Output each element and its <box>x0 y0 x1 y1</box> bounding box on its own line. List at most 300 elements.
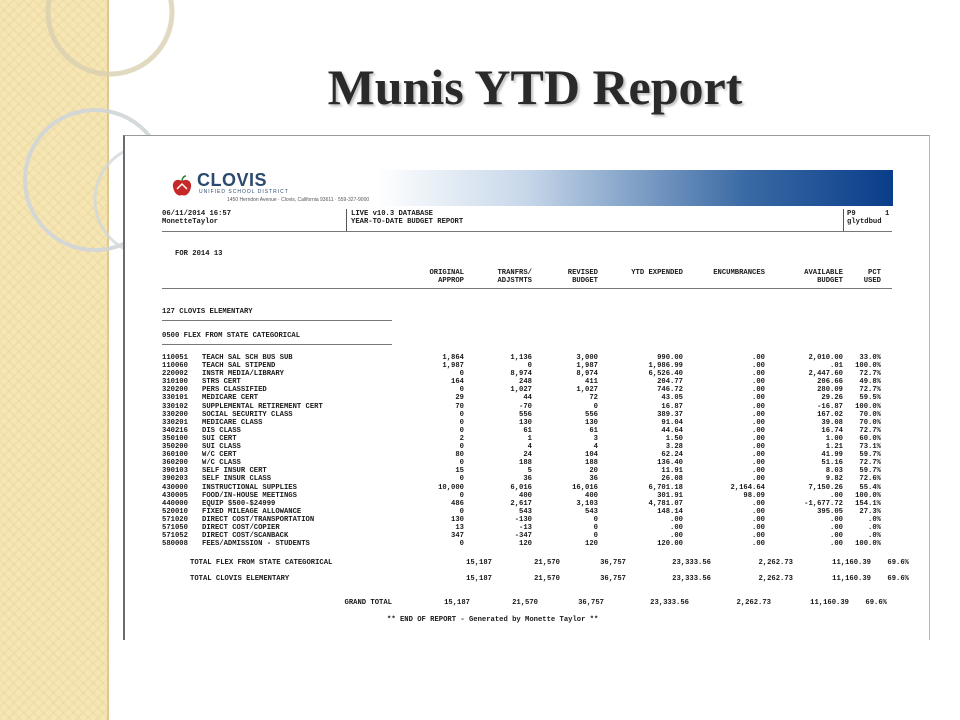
table-cell: 16.87 <box>661 402 683 411</box>
table-cell: 49.8% <box>859 378 881 387</box>
slide-title: Munis YTD Report <box>327 59 743 115</box>
table-cell: .00 <box>752 443 765 452</box>
table-cell: 0 <box>593 515 598 524</box>
total-value: 15,187 <box>466 558 492 567</box>
table-cell: 330200 <box>162 410 188 419</box>
org-rule <box>162 320 392 321</box>
table-row <box>162 394 881 402</box>
table-cell: 188 <box>519 459 532 468</box>
report-program: glytdbud <box>847 218 882 226</box>
column-header-rule <box>162 288 892 289</box>
table-cell: DIRECT COST/TRANSPORTATION <box>202 515 315 524</box>
table-cell: .00 <box>752 354 765 362</box>
table-cell: 1,136 <box>510 354 532 362</box>
table-row <box>162 475 881 483</box>
table-cell: 520010 <box>162 507 188 516</box>
table-cell: DIRECT COST/SCANBACK <box>202 532 289 541</box>
table-cell: MEDICARE CERT <box>202 394 259 403</box>
table-cell: .00 <box>752 370 765 379</box>
table-cell: 2,164.64 <box>730 483 765 492</box>
table-cell: 486 <box>451 499 464 508</box>
table-cell: 120 <box>519 540 532 549</box>
table-cell: 280.09 <box>817 386 843 395</box>
table-cell: 6,701.18 <box>648 483 683 492</box>
table-cell: 73.1% <box>859 443 881 452</box>
table-cell: .00 <box>752 394 765 403</box>
total-value: 69.6% <box>887 558 909 567</box>
table-row <box>162 524 881 532</box>
table-cell: 310100 <box>162 378 188 387</box>
table-cell: 1,864 <box>442 354 464 362</box>
table-cell: .01 <box>830 362 843 371</box>
table-cell: .00 <box>670 515 683 524</box>
table-cell: .00 <box>830 491 843 500</box>
table-cell: 27.3% <box>859 507 881 516</box>
table-cell: SUI CERT <box>202 434 237 443</box>
total-row <box>162 574 909 583</box>
table-cell: 7,150.26 <box>808 483 843 492</box>
col-revised-budget: REVISED BUDGET <box>567 269 598 285</box>
table-row <box>162 492 881 500</box>
total-value: 23,333.56 <box>650 598 689 607</box>
table-cell: 55.4% <box>859 483 881 492</box>
table-cell: 0 <box>459 443 464 452</box>
table-cell: -13 <box>519 523 532 532</box>
table-cell: 2,010.00 <box>808 354 843 362</box>
table-cell: SUI CLASS <box>202 443 241 452</box>
total-value: 21,570 <box>512 598 538 607</box>
table-cell: .00 <box>752 362 765 371</box>
table-cell: 0 <box>459 540 464 549</box>
table-cell: 100.0% <box>855 362 881 371</box>
report-page-number: 1 <box>885 210 890 218</box>
table-cell: 1,027 <box>510 386 532 395</box>
table-cell: DIS CLASS <box>202 426 241 435</box>
table-cell: 0 <box>459 475 464 484</box>
table-cell: 10,000 <box>438 483 464 492</box>
col-available-budget: AVAILABLE BUDGET <box>804 269 843 285</box>
table-cell: 100.0% <box>855 540 881 549</box>
total-value: 23,333.56 <box>672 558 711 567</box>
table-cell: 571050 <box>162 523 188 532</box>
table-cell: 430000 <box>162 483 188 492</box>
table-cell: SOCIAL SECURITY CLASS <box>202 410 293 419</box>
table-cell: 330101 <box>162 394 188 403</box>
table-cell: MEDICARE CLASS <box>202 418 263 427</box>
total-value: 36,757 <box>600 574 626 583</box>
table-cell: 340216 <box>162 426 188 435</box>
table-cell: 29 <box>455 394 464 403</box>
table-cell: 120.00 <box>657 540 683 549</box>
table-row <box>162 540 881 548</box>
clovis-apple-logo-icon <box>171 175 193 199</box>
report-footer: ** END OF REPORT - Generated by Monette Taylor ** <box>387 616 599 624</box>
table-cell: 72.7% <box>859 426 881 435</box>
table-cell: .00 <box>752 402 765 411</box>
table-cell: 556 <box>585 410 598 419</box>
table-cell: 9.82 <box>825 475 843 484</box>
table-cell: FEES/ADMISSION - STUDENTS <box>202 540 310 549</box>
total-row <box>162 598 887 607</box>
grand-totals-table <box>162 598 887 607</box>
total-value: 2,262.73 <box>758 574 793 583</box>
table-cell: 543 <box>519 507 532 516</box>
table-cell: 167.02 <box>817 410 843 419</box>
table-cell: 29.26 <box>821 394 843 403</box>
report-image <box>123 135 930 640</box>
table-cell: 8.03 <box>825 467 843 476</box>
total-value: 11,160.39 <box>832 574 871 583</box>
table-cell: 72.7% <box>859 386 881 395</box>
table-cell: 320200 <box>162 386 188 395</box>
table-cell: 400 <box>519 491 532 500</box>
col-transfers-adjustments: TRANFRS/ ADJSTMTS <box>497 269 532 285</box>
table-cell: 15 <box>455 467 464 476</box>
report-period: FOR 2014 13 <box>175 250 223 258</box>
clovis-address: 1450 Herndon Avenue · Clovis, California 93611 · 559-327-9000 <box>227 197 370 203</box>
table-cell: 39.08 <box>821 418 843 427</box>
table-cell: 571052 <box>162 532 188 541</box>
table-cell: .0% <box>868 532 881 541</box>
table-cell: 543 <box>585 507 598 516</box>
table-cell: .0% <box>868 515 881 524</box>
table-cell: 98.09 <box>743 491 765 500</box>
table-cell: .00 <box>752 434 765 443</box>
total-value: 21,570 <box>534 558 560 567</box>
table-cell: 70 <box>455 402 464 411</box>
table-cell: TEACH SAL SCH BUS SUB <box>202 354 293 362</box>
table-row <box>162 484 881 492</box>
total-value: 69.6% <box>887 574 909 583</box>
table-cell: 72.6% <box>859 475 881 484</box>
table-cell: DIRECT COST/COPIER <box>202 523 280 532</box>
table-cell: 4,781.07 <box>648 499 683 508</box>
table-cell: 41.99 <box>821 451 843 460</box>
table-cell: INSTR MEDIA/LIBRARY <box>202 370 284 379</box>
col-ytd-expended: YTD EXPENDED <box>631 269 683 277</box>
table-cell: 2 <box>459 434 464 443</box>
table-row <box>162 370 881 378</box>
table-cell: PERS CLASSIFIED <box>202 386 267 395</box>
report-database: LIVE v10.3 DATABASE <box>351 210 433 218</box>
table-cell: 51.16 <box>821 459 843 468</box>
table-cell: 36 <box>523 475 532 484</box>
total-value: 21,570 <box>534 574 560 583</box>
total-label: GRAND TOTAL <box>344 598 392 607</box>
table-cell: 13 <box>455 523 464 532</box>
table-cell: 3 <box>593 434 598 443</box>
table-cell: 136.40 <box>657 459 683 468</box>
table-cell: 430005 <box>162 491 188 500</box>
table-row <box>162 459 881 467</box>
table-cell: 301.91 <box>657 491 683 500</box>
table-cell: 1,987 <box>442 362 464 371</box>
table-cell: .00 <box>830 532 843 541</box>
table-cell: 3,103 <box>576 499 598 508</box>
table-cell: 164 <box>451 378 464 387</box>
table-cell: .00 <box>752 540 765 549</box>
table-cell: 2,617 <box>510 499 532 508</box>
table-cell: 0 <box>459 507 464 516</box>
table-cell: 104 <box>585 451 598 460</box>
table-cell: 6,526.40 <box>648 370 683 379</box>
report-datetime: 06/11/2014 16:57 <box>162 210 232 218</box>
table-cell: 16.74 <box>821 426 843 435</box>
table-cell: 72.7% <box>859 459 881 468</box>
table-cell: .00 <box>752 378 765 387</box>
table-cell: 571020 <box>162 515 188 524</box>
table-cell: 154.1% <box>855 499 881 508</box>
table-cell: 0 <box>459 491 464 500</box>
total-value: 2,262.73 <box>736 598 771 607</box>
table-cell: 0 <box>459 410 464 419</box>
table-row <box>162 362 881 370</box>
table-row <box>162 435 881 443</box>
table-cell: -70 <box>519 402 532 411</box>
table-row <box>162 354 881 362</box>
fund-totals-table <box>162 558 909 567</box>
total-label: TOTAL CLOVIS ELEMENTARY <box>190 574 290 583</box>
table-row <box>162 467 881 475</box>
table-cell: 395.05 <box>817 507 843 516</box>
table-cell: 0 <box>593 523 598 532</box>
table-cell: 580008 <box>162 540 188 549</box>
table-cell: 0 <box>459 386 464 395</box>
table-cell: 62.24 <box>661 451 683 460</box>
header-divider-left <box>346 209 347 231</box>
table-cell: .00 <box>670 532 683 541</box>
table-cell: 16,016 <box>572 483 598 492</box>
table-cell: 26.08 <box>661 475 683 484</box>
table-cell: 389.37 <box>657 410 683 419</box>
table-cell: 6,016 <box>510 483 532 492</box>
table-cell: .00 <box>752 418 765 427</box>
table-cell: .00 <box>752 451 765 460</box>
table-cell: 330201 <box>162 418 188 427</box>
fund-heading: 0500 FLEX FROM STATE CATEGORICAL <box>162 332 301 340</box>
col-encumbrances: ENCUMBRANCES <box>713 269 765 277</box>
table-cell: 44.64 <box>661 426 683 435</box>
report-page-label: P9 <box>847 210 856 218</box>
table-cell: 188 <box>585 459 598 468</box>
table-cell: 1 <box>527 434 532 443</box>
table-row <box>162 500 881 508</box>
header-rule <box>162 231 892 232</box>
table-cell: .00 <box>752 507 765 516</box>
table-cell: 59.5% <box>859 394 881 403</box>
total-value: 23,333.56 <box>672 574 711 583</box>
table-cell: 347 <box>451 532 464 541</box>
table-cell: 70.0% <box>859 410 881 419</box>
table-cell: .00 <box>752 467 765 476</box>
table-cell: EQUIP $500-$24999 <box>202 499 276 508</box>
total-value: 15,187 <box>444 598 470 607</box>
table-cell: .0% <box>868 523 881 532</box>
table-cell: .00 <box>670 523 683 532</box>
table-cell: 110060 <box>162 362 188 371</box>
table-cell: -1,677.72 <box>804 499 843 508</box>
table-cell: 350200 <box>162 443 188 452</box>
table-cell: 61 <box>589 426 598 435</box>
table-cell: 0 <box>459 426 464 435</box>
table-cell: -347 <box>514 532 532 541</box>
table-cell: 248 <box>519 378 532 387</box>
table-cell: 20 <box>589 467 598 476</box>
table-cell: 36 <box>589 475 598 484</box>
table-cell: .00 <box>752 515 765 524</box>
table-cell: 61 <box>523 426 532 435</box>
table-cell: 204.77 <box>657 378 683 387</box>
table-cell: .00 <box>752 532 765 541</box>
table-cell: 0 <box>459 418 464 427</box>
total-value: 11,160.39 <box>810 598 849 607</box>
table-cell: 4 <box>593 443 598 452</box>
total-value: 15,187 <box>466 574 492 583</box>
table-cell: 0 <box>459 370 464 379</box>
table-cell: INSTRUCTIONAL SUPPLIES <box>202 483 297 492</box>
table-cell: 100.0% <box>855 402 881 411</box>
table-cell: 0 <box>459 459 464 468</box>
table-cell: 1.21 <box>825 443 843 452</box>
table-cell: 1.00 <box>825 434 843 443</box>
table-row <box>162 532 881 540</box>
table-cell: 33.0% <box>859 354 881 362</box>
table-cell: 59.7% <box>859 451 881 460</box>
table-cell: 1,987 <box>576 362 598 371</box>
table-cell: .00 <box>752 410 765 419</box>
table-cell: 8,974 <box>576 370 598 379</box>
table-cell: .00 <box>752 475 765 484</box>
table-cell: W/C CERT <box>202 451 237 460</box>
table-cell: FIXED MILEAGE ALLOWANCE <box>202 507 302 516</box>
table-cell: -16.87 <box>817 402 843 411</box>
table-row <box>162 419 881 427</box>
table-cell: 130 <box>519 418 532 427</box>
total-label: TOTAL FLEX FROM STATE CATEGORICAL <box>190 558 333 567</box>
table-cell: TEACH SAL STIPEND <box>202 362 276 371</box>
col-pct-used: PCT USED <box>863 269 881 285</box>
table-cell: STRS CERT <box>202 378 241 387</box>
account-lines-table <box>162 354 881 548</box>
clovis-logo-subtitle: UNIFIED SCHOOL DISTRICT <box>199 189 289 195</box>
table-cell: 120 <box>585 540 598 549</box>
table-cell: .00 <box>752 523 765 532</box>
table-cell: 556 <box>519 410 532 419</box>
total-value: 69.6% <box>865 598 887 607</box>
table-cell: 390203 <box>162 475 188 484</box>
table-cell: 746.72 <box>657 386 683 395</box>
table-cell: 70.0% <box>859 418 881 427</box>
table-cell: SELF INSUR CLASS <box>202 475 272 484</box>
org-totals-table <box>162 574 909 583</box>
table-cell: 72.7% <box>859 370 881 379</box>
table-cell: 1,986.99 <box>648 362 683 371</box>
table-cell: 130 <box>451 515 464 524</box>
table-cell: 411 <box>585 378 598 387</box>
table-cell: 440000 <box>162 499 188 508</box>
table-cell: 400 <box>585 491 598 500</box>
table-cell: 330102 <box>162 402 188 411</box>
table-cell: 3,000 <box>576 354 598 362</box>
table-cell: 206.66 <box>817 378 843 387</box>
table-cell: 1.50 <box>665 434 683 443</box>
table-cell: 220002 <box>162 370 188 379</box>
table-cell: .00 <box>752 386 765 395</box>
table-cell: .00 <box>752 499 765 508</box>
table-cell: 5 <box>527 467 532 476</box>
table-row <box>162 451 881 459</box>
table-cell: 0 <box>593 532 598 541</box>
table-cell: 43.05 <box>661 394 683 403</box>
table-row <box>162 403 881 411</box>
table-cell: 1,027 <box>576 386 598 395</box>
table-cell: 0 <box>593 402 598 411</box>
table-cell: -130 <box>514 515 532 524</box>
table-cell: 44 <box>523 394 532 403</box>
table-cell: 360200 <box>162 459 188 468</box>
table-row <box>162 411 881 419</box>
table-row <box>162 443 881 451</box>
table-cell: 72 <box>589 394 598 403</box>
table-cell: .00 <box>752 426 765 435</box>
table-cell: 2,447.60 <box>808 370 843 379</box>
total-row <box>162 558 909 567</box>
table-cell: 130 <box>585 418 598 427</box>
col-original-approp: ORIGINAL APPROP <box>429 269 464 285</box>
table-cell: 350100 <box>162 434 188 443</box>
table-cell: SELF INSUR CERT <box>202 467 267 476</box>
total-value: 2,262.73 <box>758 558 793 567</box>
table-cell: .00 <box>830 515 843 524</box>
table-cell: FOOD/IN-HOUSE MEETINGS <box>202 491 297 500</box>
table-row <box>162 386 881 394</box>
header-divider-right <box>843 209 844 231</box>
clovis-logo-text: CLOVIS <box>197 170 268 190</box>
table-cell: 91.04 <box>661 418 683 427</box>
total-value: 36,757 <box>600 558 626 567</box>
table-cell: 148.14 <box>657 507 683 516</box>
fund-rule <box>162 344 392 345</box>
table-cell: W/C CLASS <box>202 459 241 468</box>
table-cell: 11.91 <box>661 467 683 476</box>
table-cell: .00 <box>830 523 843 532</box>
org-heading: 127 CLOVIS ELEMENTARY <box>162 308 253 316</box>
table-cell: 60.0% <box>859 434 881 443</box>
table-cell: 0 <box>527 362 532 371</box>
total-value: 36,757 <box>578 598 604 607</box>
table-cell: 59.7% <box>859 467 881 476</box>
table-row <box>162 508 881 516</box>
table-cell: SUPPLEMENTAL RETIREMENT CERT <box>202 402 323 411</box>
report-name: YEAR-TO-DATE BUDGET REPORT <box>351 218 464 226</box>
table-row <box>162 378 881 386</box>
table-cell: 24 <box>523 451 532 460</box>
table-cell: 360100 <box>162 451 188 460</box>
table-row <box>162 516 881 524</box>
table-cell: .00 <box>830 540 843 549</box>
table-cell: 110051 <box>162 354 188 362</box>
table-cell: 80 <box>455 451 464 460</box>
table-cell: .00 <box>752 459 765 468</box>
table-cell: 390103 <box>162 467 188 476</box>
table-cell: 3.28 <box>665 443 683 452</box>
table-row <box>162 427 881 435</box>
report-user: MonetteTaylor <box>162 218 219 226</box>
table-cell: 4 <box>527 443 532 452</box>
table-cell: 8,974 <box>510 370 532 379</box>
total-value: 11,160.39 <box>832 558 871 567</box>
table-cell: 990.00 <box>657 354 683 362</box>
